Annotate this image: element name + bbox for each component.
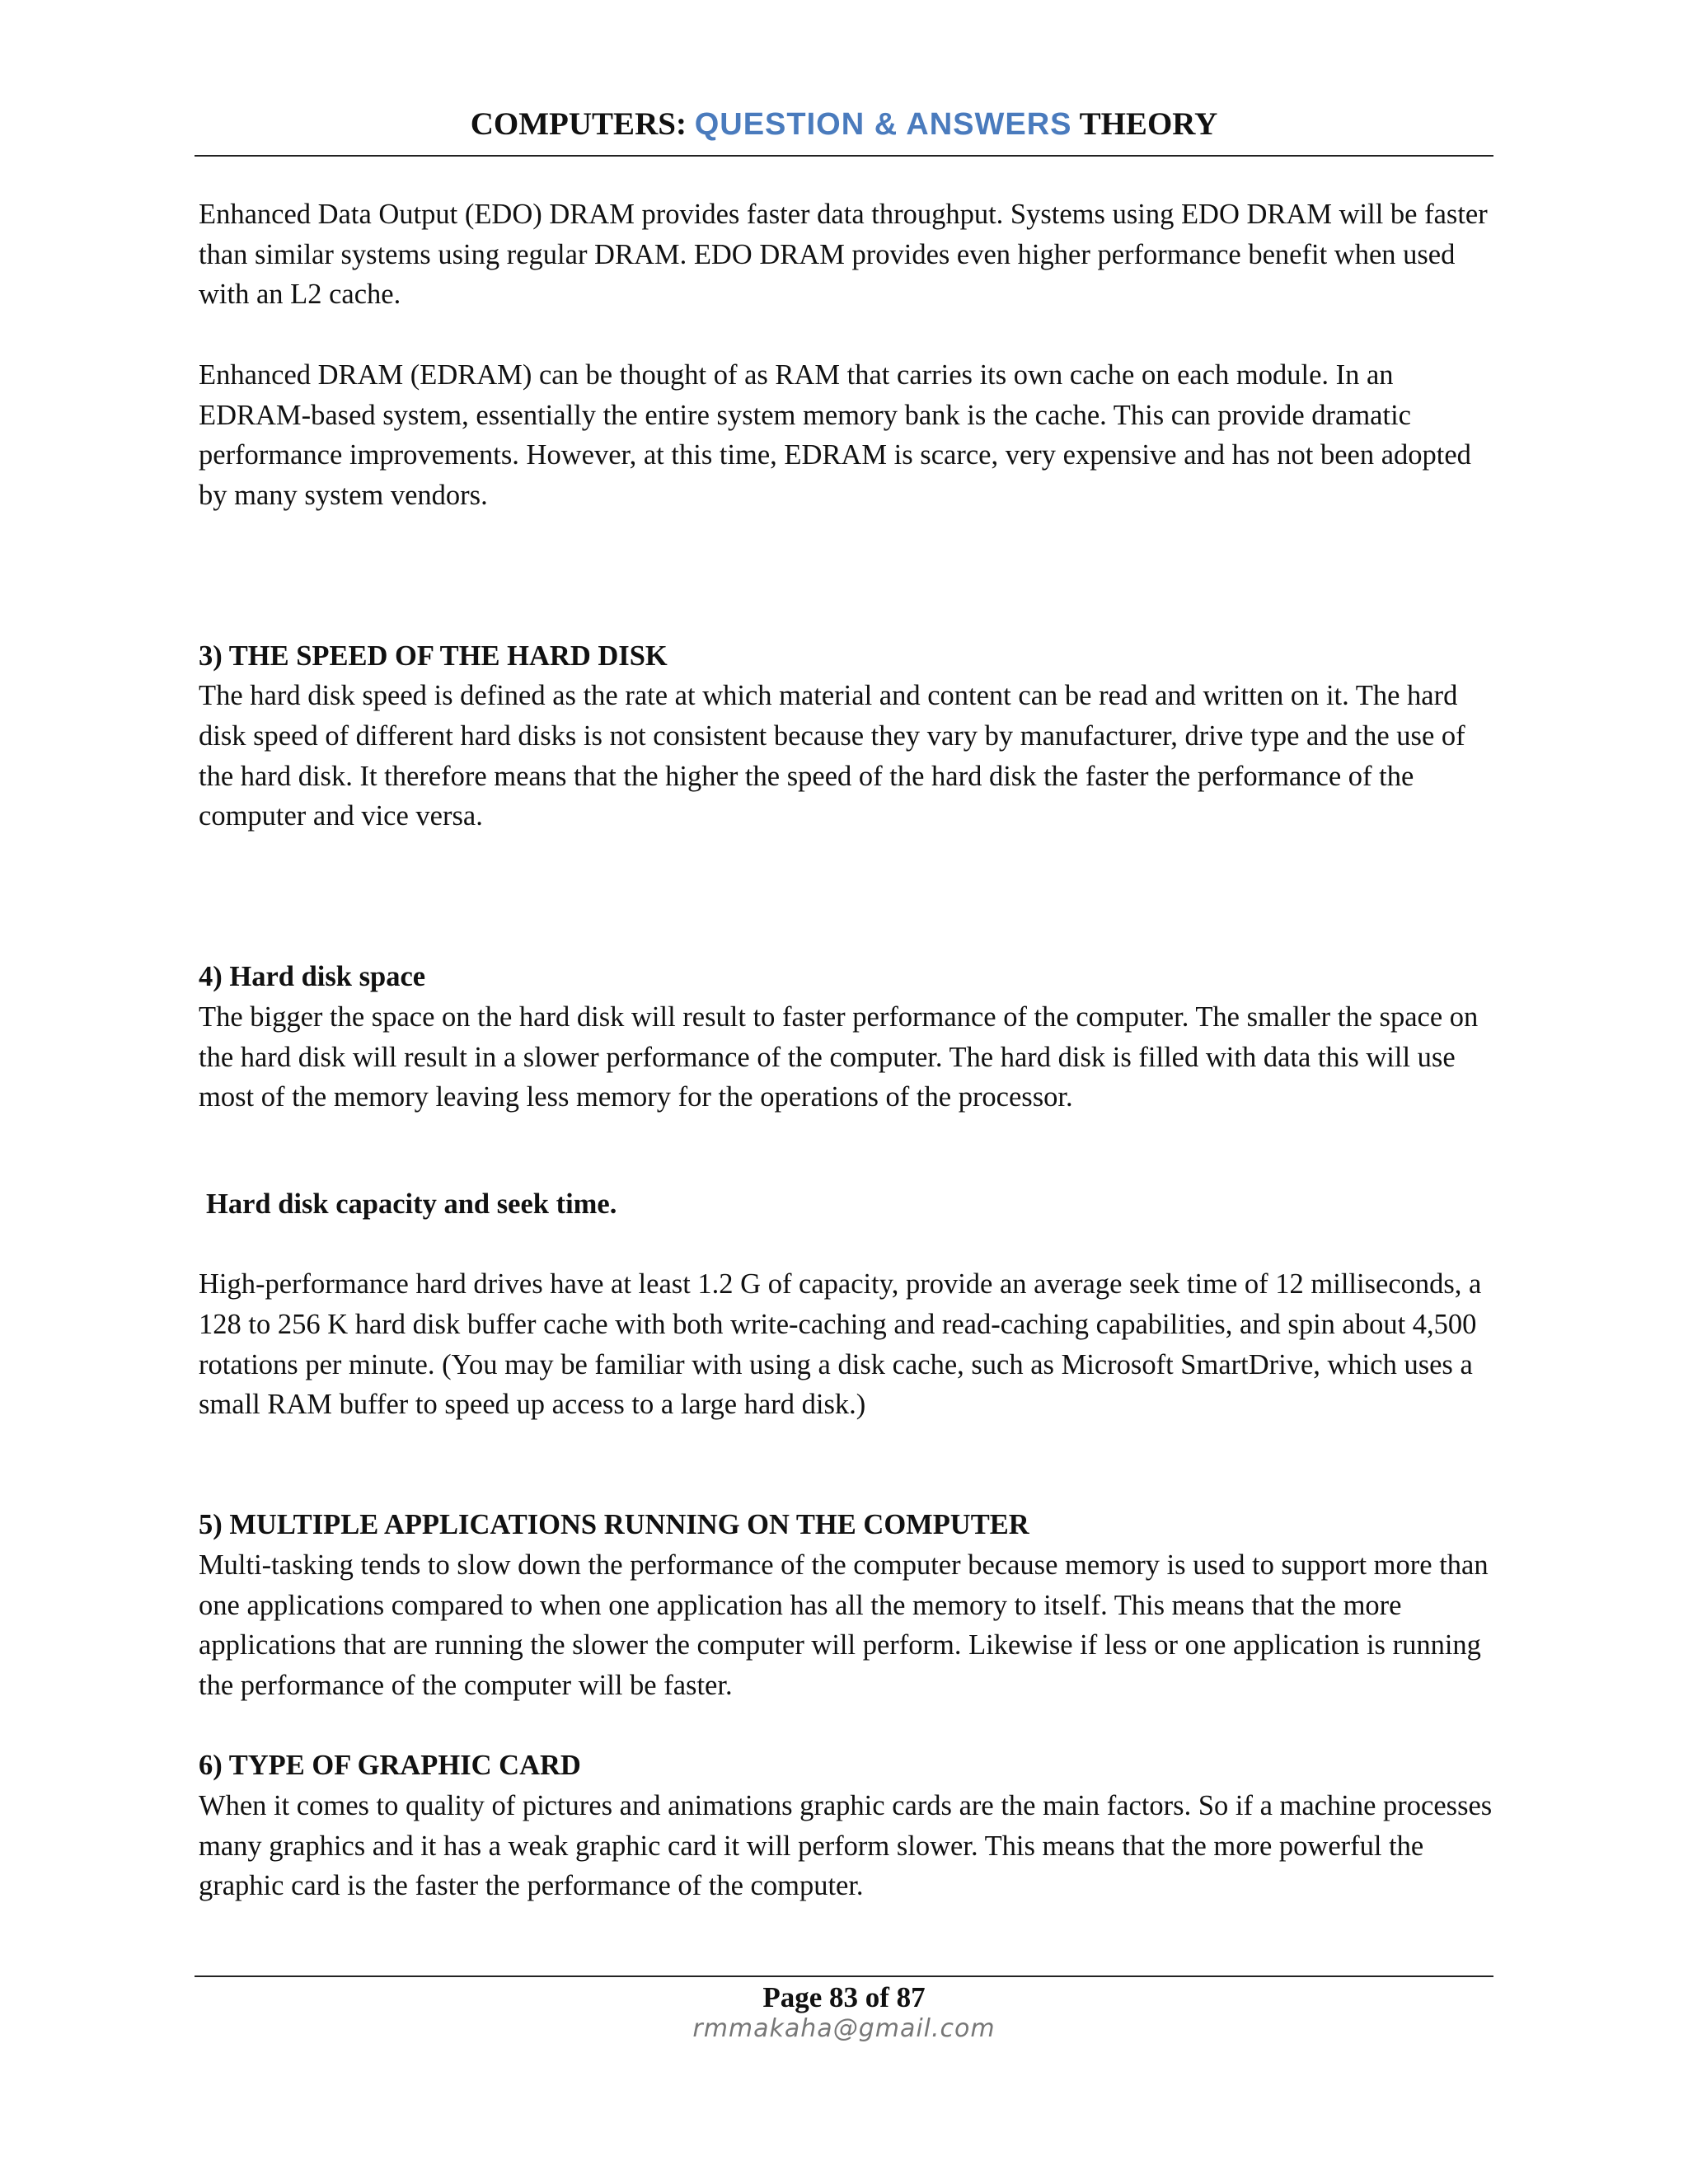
header-separator: :	[675, 106, 687, 142]
section-heading-hard-disk-space: 4) Hard disk space	[199, 961, 426, 993]
section-heading-multiple-applications: 5) MULTIPLE APPLICATIONS RUNNING ON THE COMPUTER	[199, 1509, 1029, 1541]
page-header	[195, 102, 1493, 147]
paragraph-hard-disk-speed: The hard disk speed is defined as the rate at which material and content can be read and written on it. The hard disk speed of different hard disks is not consistent because they vary by manufacturer, drive type and the use of the hard disk. It therefore means that the higher the speed of the hard disk the faster the performance of the computer and vice versa.	[199, 680, 1465, 832]
page-body	[199, 194, 1498, 1906]
header-title-part3: THEORY	[1079, 106, 1218, 142]
paragraph-capacity-seek-time: High-performance hard drives have at least 1.2 G of capacity, provide an average seek time of 12 milliseconds, a 128 to 256 K hard disk buffer cache with both write-caching and read-caching capabilities, and spin about 4,500 rotations per minute. (You may be familiar with using a disk cache, such as Microsoft SmartDrive, which uses a small RAM buffer to speed up access to a large hard disk.)	[199, 1268, 1482, 1421]
header-title-highlight: QUESTION & ANSWERS	[694, 107, 1072, 142]
section-heading-capacity-seek-time: Hard disk capacity and seek time.	[206, 1188, 617, 1220]
header-title-part1: COMPUTERS	[470, 106, 676, 142]
header-rule	[195, 155, 1493, 157]
paragraph-multiple-applications: Multi-tasking tends to slow down the performance of the computer because memory is used to support more than one applications compared to when one application has all the memory to itself. This means that the more applications that are running the slower the computer will perform. Likewise if less or one application is running the performance of the computer will be faster.	[199, 1549, 1489, 1701]
paragraph-edo-dram: Enhanced Data Output (EDO) DRAM provides faster data throughput. Systems using EDO DRAM will be faster than similar systems using regular DRAM. EDO DRAM provides even higher performance benefit when used with an L2 cache.	[199, 199, 1488, 311]
footer-email: rmmakaha@gmail.com	[692, 2014, 996, 2043]
section-heading-graphic-card: 6) TYPE OF GRAPHIC CARD	[199, 1750, 581, 1782]
page-number: Page 83 of 87	[762, 1981, 926, 2013]
section-heading-hard-disk-speed: 3) THE SPEED OF THE HARD DISK	[199, 640, 668, 672]
paragraph-hard-disk-space: The bigger the space on the hard disk will result to faster performance of the computer. The smaller the space on the hard disk will result in a slower performance of the computer. The hard disk is filled with data this will use most of the memory leaving less memory for the operations of the processor.	[199, 1001, 1479, 1113]
paragraph-edram: Enhanced DRAM (EDRAM) can be thought of as RAM that carries its own cache on each module. In an EDRAM-based system, essentially the entire system memory bank is the cache. This can provide dramatic performance improvements. However, at this time, EDRAM is scarce, very expensive and has not been adopted by many system vendors.	[199, 359, 1471, 511]
paragraph-graphic-card: When it comes to quality of pictures and animations graphic cards are the main factors. So if a machine processes many graphics and it has a weak graphic card it will perform slower. This means that the more powerful the graphic card is the faster the performance of the computer.	[199, 1790, 1493, 1902]
